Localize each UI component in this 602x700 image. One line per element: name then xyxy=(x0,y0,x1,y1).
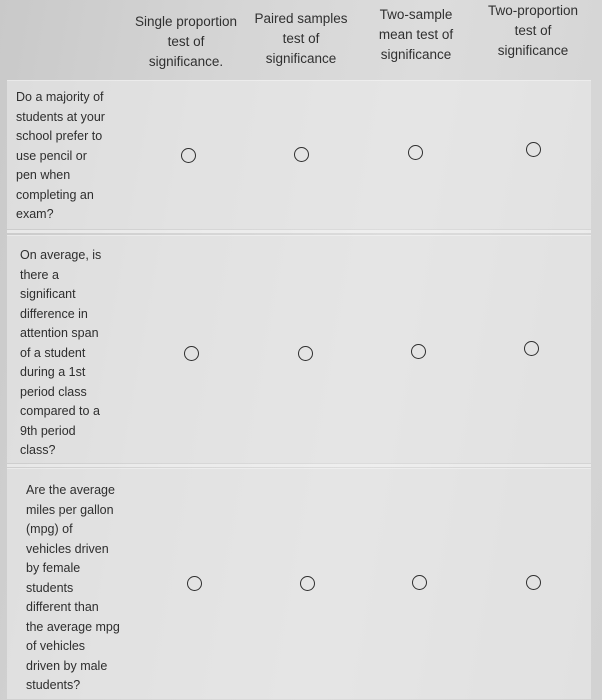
radio-q1-single-proportion[interactable] xyxy=(181,148,196,163)
radio-q3-two-proportion[interactable] xyxy=(526,575,541,590)
radio-q3-paired-samples[interactable] xyxy=(300,576,315,591)
radio-q1-paired-samples[interactable] xyxy=(294,147,309,162)
question-3-text: Are the average miles per gallon (mpg) of vehicles driven by female students different than the average mpg of vehicles driven by male students? xyxy=(26,483,120,692)
radio-q2-two-sample-mean[interactable] xyxy=(411,344,426,359)
question-row-1 xyxy=(7,80,591,229)
radio-q3-single-proportion[interactable] xyxy=(187,576,202,591)
row-divider xyxy=(7,464,591,467)
radio-q2-paired-samples[interactable] xyxy=(298,346,313,361)
question-2-text: On average, is there a significant difference in attention span of a student during a 1st period class compared to a 9th period class? xyxy=(20,248,102,457)
radio-q3-two-sample-mean[interactable] xyxy=(412,575,427,590)
column-header-two-sample-mean: Two-sample mean test of significance xyxy=(378,7,454,62)
radio-q2-single-proportion[interactable] xyxy=(184,346,199,361)
column-header-single-proportion: Single proportion test of significance. xyxy=(134,14,238,69)
question-row-2 xyxy=(7,235,591,463)
question-row-3 xyxy=(7,468,591,699)
row-divider xyxy=(7,230,591,233)
question-1-text: Do a majority of students at your school prefer to use pencil or pen when completing an exam? xyxy=(16,90,105,221)
radio-q1-two-proportion[interactable] xyxy=(526,142,541,157)
radio-q1-two-sample-mean[interactable] xyxy=(408,145,423,160)
radio-q2-two-proportion[interactable] xyxy=(524,341,539,356)
column-header-row xyxy=(0,0,602,78)
column-header-paired-samples: Paired samples test of significance xyxy=(254,11,348,66)
column-header-two-proportion: Two-proportion test of significance xyxy=(487,3,579,58)
